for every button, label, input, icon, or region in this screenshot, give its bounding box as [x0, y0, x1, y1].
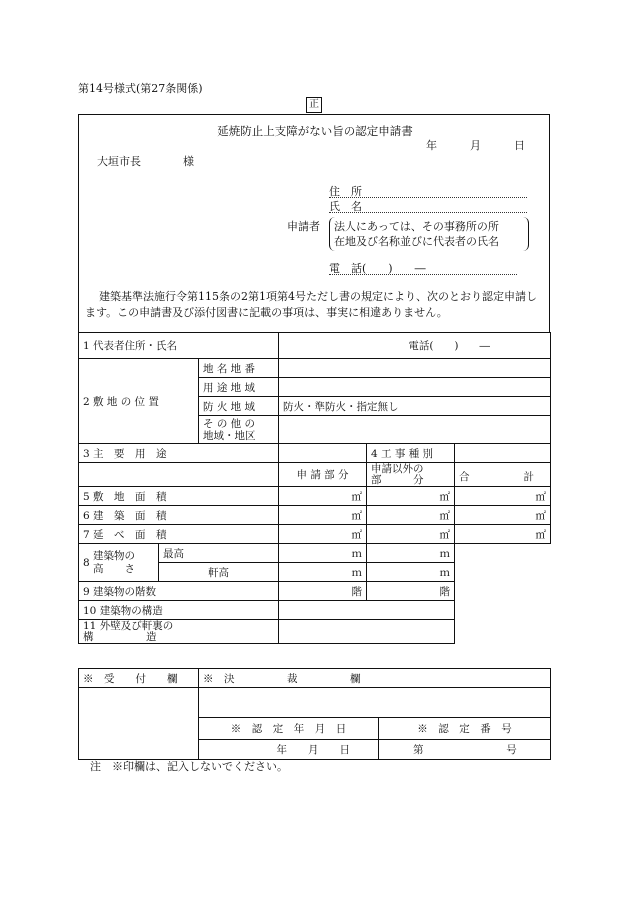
rep-label: 1 代表者住所・氏名: [79, 333, 279, 359]
cert-no-gou: 号: [506, 744, 517, 756]
floors-apply[interactable]: 階: [279, 582, 367, 601]
other-area-value[interactable]: [279, 416, 551, 444]
build-area-apply[interactable]: ㎡: [279, 506, 367, 525]
col-total-1: 合: [459, 470, 470, 483]
work-type-label: 4 工 事 種 別: [367, 444, 455, 463]
date-year: 年: [426, 139, 437, 152]
bouka-chiiki-label: 防 火 地 域: [199, 397, 279, 416]
col-other: [367, 463, 455, 487]
phone-field[interactable]: [329, 260, 517, 275]
floor-area-other[interactable]: ㎡: [367, 525, 455, 544]
wall-value[interactable]: [279, 620, 455, 644]
name-field[interactable]: [329, 198, 527, 213]
max-height-other[interactable]: ｍ: [367, 544, 455, 563]
cert-no-value[interactable]: [379, 740, 551, 760]
corporate-note: [329, 217, 529, 251]
cert-no-dai: 第: [413, 744, 424, 756]
wall-label: [79, 620, 279, 644]
office-use-table: [78, 668, 551, 760]
floors-label: 9 建築物の階数: [79, 582, 279, 601]
other-area-label: [199, 416, 279, 444]
addressee-name: 大垣市長: [97, 155, 141, 168]
floor-area-total[interactable]: ㎡: [455, 525, 551, 544]
cert-date-label: ※ 認 定 年 月 日: [199, 718, 379, 740]
site-area-label: 5 敷 地 面 積: [79, 487, 279, 506]
site-area-apply[interactable]: ㎡: [279, 487, 367, 506]
form-title: 延焼防止上支障がない旨の認定申請書: [217, 124, 413, 138]
address-field[interactable]: [329, 183, 527, 198]
main-use-value[interactable]: [279, 444, 367, 463]
date-day: 日: [514, 139, 525, 152]
addressee: [97, 153, 194, 169]
height-label-2: 高 さ: [93, 562, 136, 575]
site-label: 2 敷 地 の 位 置: [79, 359, 199, 444]
addressee-honorific: 様: [183, 155, 194, 168]
application-header-box: [78, 114, 550, 332]
floor-area-apply[interactable]: ㎡: [279, 525, 367, 544]
form-number: 第14号様式(第27条関係): [78, 82, 203, 95]
corporate-note-line2: 在地及び名称並びに代表者の氏名: [334, 235, 499, 248]
col-total-2: 計: [523, 470, 534, 483]
decision-box[interactable]: [199, 688, 551, 718]
application-table: [78, 332, 551, 644]
date-month: 月: [470, 139, 481, 152]
height-label-1: 建築物の: [93, 549, 136, 562]
build-area-label: 6 建 築 面 積: [79, 506, 279, 525]
max-height-label: 最高: [159, 544, 279, 563]
floors-other[interactable]: 階: [367, 582, 455, 601]
youto-chiiki-label: 用 途 地 域: [199, 378, 279, 397]
chiban-value[interactable]: [279, 359, 551, 378]
footnote: 注 ※印欄は、記入しないでください。: [90, 760, 288, 773]
header-blank: [79, 463, 279, 487]
blank-right: [455, 544, 551, 644]
date-line: [426, 137, 525, 153]
height-label: [79, 544, 159, 582]
col-total: [455, 463, 551, 487]
col-apply: 申 請 部 分: [279, 463, 367, 487]
max-height-apply[interactable]: ｍ: [279, 544, 367, 563]
other-area-label-1: そ の 他 の: [203, 417, 256, 430]
site-area-total[interactable]: ㎡: [455, 487, 551, 506]
corporate-note-line1: 法人にあっては、その事務所の所: [334, 220, 499, 233]
wall-label-2: 構 造: [83, 630, 157, 643]
bouka-chiiki-value[interactable]: 防火・準防火・指定無し: [279, 397, 551, 416]
col-other-2: 部 分: [371, 473, 424, 486]
other-area-label-2: 地域・地区: [203, 429, 256, 442]
height-num: 8: [83, 556, 90, 569]
phone-label: 電 話( ) ―: [329, 262, 426, 275]
chiban-label: 地 名 地 番: [199, 359, 279, 378]
cert-date-value[interactable]: 年 月 日: [199, 740, 379, 760]
address-label: 住 所: [329, 185, 362, 198]
structure-value[interactable]: [279, 601, 455, 620]
structure-label: 10 建築物の構造: [79, 601, 279, 620]
reception-label: ※ 受 付 欄: [79, 669, 199, 688]
decision-label: ※ 決 裁 欄: [199, 669, 551, 688]
eave-height-apply[interactable]: ｍ: [279, 563, 367, 582]
build-area-other[interactable]: ㎡: [367, 506, 455, 525]
build-area-total[interactable]: ㎡: [455, 506, 551, 525]
site-area-other[interactable]: ㎡: [367, 487, 455, 506]
col-other-1: 申請以外の: [371, 462, 424, 475]
main-use-label: 3 主 要 用 途: [79, 444, 279, 463]
name-label: 氏 名: [329, 200, 362, 213]
declaration-text: 建築基準法施行令第115条の2第1項第4号ただし書の規定により、次のとおり認定申請します。この申請書及び添付図書に記載の事項は、事実に相違ありません。: [85, 290, 537, 319]
wall-label-1: 11 外壁及び軒裏の: [83, 619, 174, 632]
cert-no-label: ※ 認 定 番 号: [379, 718, 551, 740]
reception-box[interactable]: [79, 688, 199, 760]
youto-chiiki-value[interactable]: [279, 378, 551, 397]
work-type-value[interactable]: [455, 444, 551, 463]
applicant-label: 申請者: [287, 220, 320, 233]
rep-value[interactable]: [279, 333, 551, 359]
eave-height-label: 軒高: [159, 563, 279, 582]
eave-height-other[interactable]: ｍ: [367, 563, 455, 582]
sei-mark: 正: [306, 97, 322, 113]
floor-area-label: 7 延 べ 面 積: [79, 525, 279, 544]
rep-phone: 電話( ) ―: [408, 340, 491, 352]
